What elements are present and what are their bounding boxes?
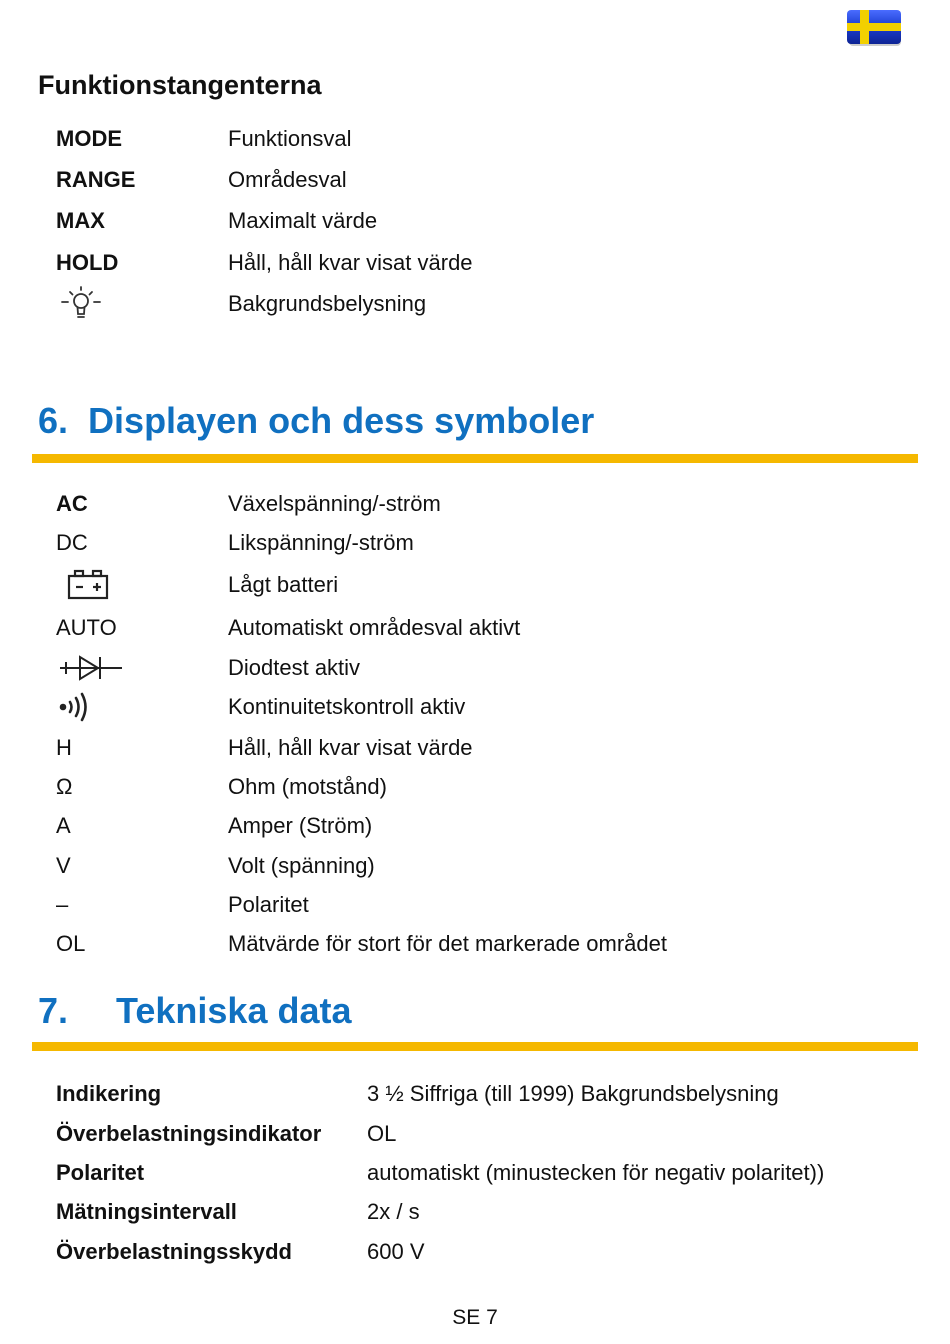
section-6-heading xyxy=(38,400,594,442)
symbol-description: Polaritet xyxy=(228,892,309,917)
spec-row xyxy=(0,1195,950,1229)
spec-value: 3 ½ Siffriga (till 1999) Bakgrundsbelysning xyxy=(367,1081,779,1106)
function-key-name: MAX xyxy=(56,208,105,233)
symbol-description: Håll, håll kvar visat värde xyxy=(228,735,473,760)
symbol-label: H xyxy=(56,735,72,760)
symbol-row xyxy=(0,651,950,685)
symbol-row xyxy=(0,568,950,602)
section-divider xyxy=(32,1042,918,1051)
spec-value: 600 V xyxy=(367,1239,425,1264)
symbol-row xyxy=(0,526,950,560)
battery-icon xyxy=(66,568,112,602)
symbol-row xyxy=(0,731,950,765)
spec-label: Överbelastningsindikator xyxy=(56,1121,322,1146)
spec-label: Indikering xyxy=(56,1081,162,1106)
spec-value: OL xyxy=(367,1121,397,1146)
symbol-row xyxy=(0,611,950,645)
spec-row xyxy=(0,1156,950,1190)
function-keys-heading: Funktionstangenterna xyxy=(38,70,322,100)
continuity-icon xyxy=(58,690,98,724)
section-divider xyxy=(32,454,918,463)
section-7-heading xyxy=(38,990,352,1032)
symbol-label: – xyxy=(56,892,69,917)
lightbulb-icon xyxy=(58,285,104,323)
function-key-name: HOLD xyxy=(56,250,119,275)
function-key-row xyxy=(0,287,950,321)
symbol-label: A xyxy=(56,813,71,838)
symbol-label: AC xyxy=(56,491,88,516)
symbol-label: Ω xyxy=(56,774,73,799)
function-key-description: Områdesval xyxy=(228,167,347,192)
spec-row xyxy=(0,1117,950,1151)
symbol-description: Volt (spänning) xyxy=(228,853,375,878)
section-number: 7. xyxy=(38,990,69,1031)
section-title: Tekniska data xyxy=(116,990,352,1031)
page-number: SE 7 xyxy=(452,1306,498,1329)
function-key-row xyxy=(0,122,950,156)
function-key-description: Maximalt värde xyxy=(228,208,378,233)
symbol-row xyxy=(0,849,950,883)
section-number: 6. xyxy=(38,400,69,441)
swedish-flag-icon xyxy=(846,8,904,48)
function-key-description: Funktionsval xyxy=(228,126,352,151)
symbol-row xyxy=(0,690,950,724)
diode-icon xyxy=(58,652,124,684)
symbol-description: Likspänning/-ström xyxy=(228,530,414,555)
function-key-name: MODE xyxy=(56,126,122,151)
section-title: Displayen och dess symboler xyxy=(88,400,595,441)
symbol-label: AUTO xyxy=(56,615,117,640)
spec-row xyxy=(0,1077,950,1111)
spec-label: Polaritet xyxy=(56,1160,145,1185)
symbol-description: Amper (Ström) xyxy=(228,813,373,838)
spec-row xyxy=(0,1235,950,1269)
symbol-description: Automatiskt områdesval aktivt xyxy=(228,615,521,640)
symbol-label: OL xyxy=(56,931,86,956)
symbol-description: Kontinuitetskontroll aktiv xyxy=(228,694,466,719)
symbol-row xyxy=(0,927,950,961)
symbol-description: Växelspänning/-ström xyxy=(228,491,441,516)
spec-label: Överbelastningsskydd xyxy=(56,1239,292,1264)
symbol-label: DC xyxy=(56,530,88,555)
symbol-description: Mätvärde för stort för det markerade området xyxy=(228,931,667,956)
symbol-row xyxy=(0,770,950,804)
function-key-row xyxy=(0,204,950,238)
function-key-row xyxy=(0,163,950,197)
symbol-description: Ohm (motstånd) xyxy=(228,774,387,799)
function-key-description: Håll, håll kvar visat värde xyxy=(228,250,473,275)
function-key-description: Bakgrundsbelysning xyxy=(228,291,427,316)
spec-value: automatiskt (minustecken för negativ polaritet)) xyxy=(367,1160,825,1185)
symbol-label: V xyxy=(56,853,71,878)
symbol-description: Diodtest aktiv xyxy=(228,655,361,680)
symbol-row xyxy=(0,809,950,843)
function-key-name: RANGE xyxy=(56,167,136,192)
symbol-row xyxy=(0,487,950,521)
function-key-row xyxy=(0,246,950,280)
spec-label: Mätningsintervall xyxy=(56,1199,237,1224)
symbol-row xyxy=(0,888,950,922)
spec-value: 2x / s xyxy=(367,1199,420,1224)
symbol-description: Lågt batteri xyxy=(228,572,339,597)
